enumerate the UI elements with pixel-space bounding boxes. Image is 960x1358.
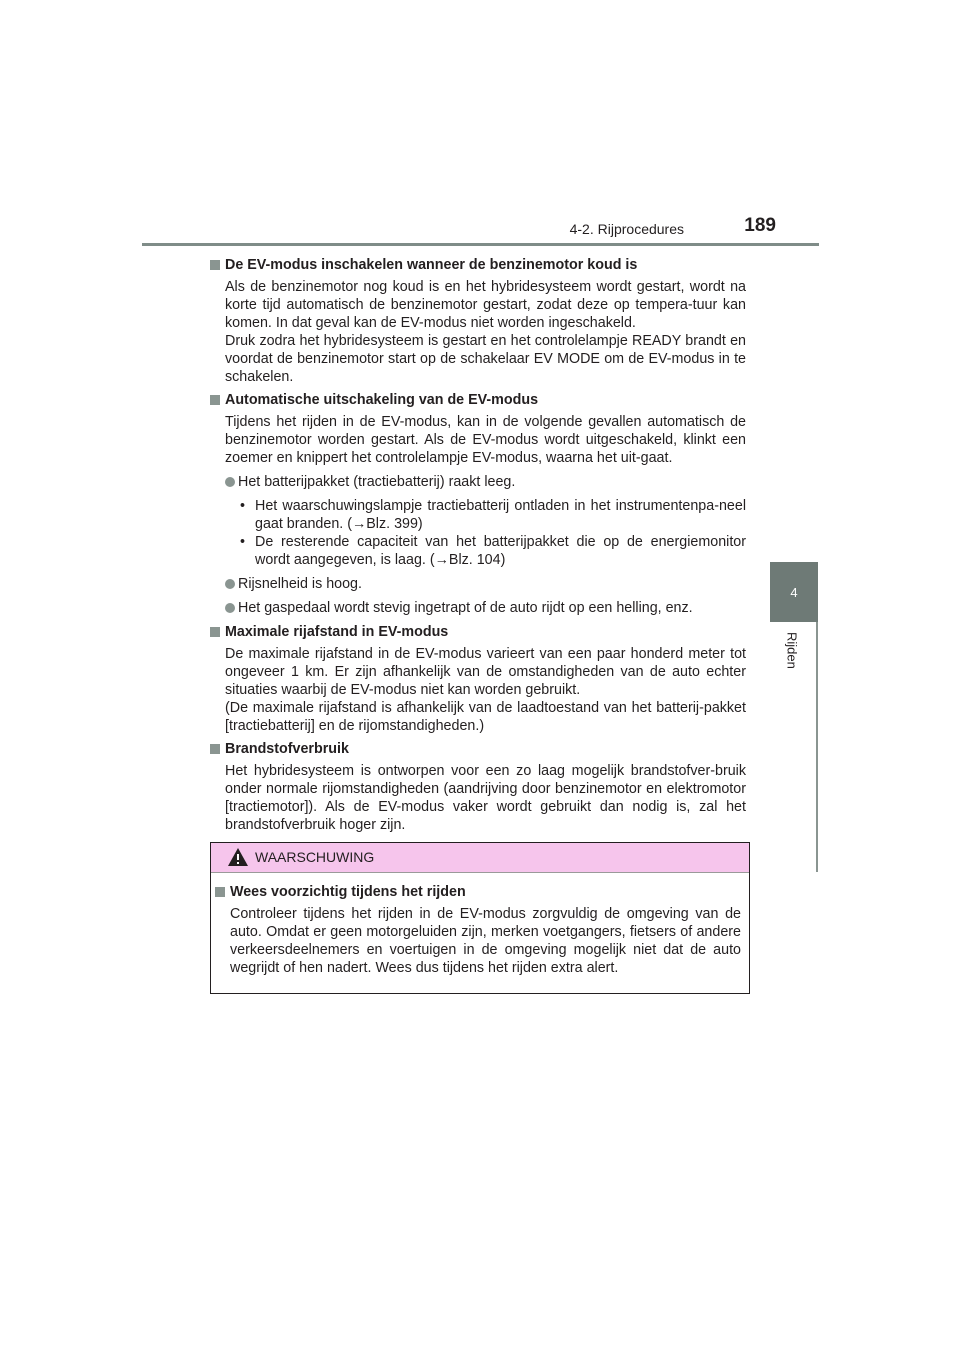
section-ev-cold-engine xyxy=(210,256,746,386)
circle-bullet-icon xyxy=(225,603,235,613)
paragraph: Druk zodra het hybridesysteem is gestart en het controlelampje READY brandt en voordat de benzinemotor start op de schakelaar EV MODE om de EV-modus in te schakelen. xyxy=(225,333,746,385)
section-fuel-consumption xyxy=(210,740,746,834)
section-title: Maximale rijafstand in EV-modus xyxy=(225,624,449,640)
page-number: 189 xyxy=(744,215,776,236)
paragraph: Als de benzinemotor nog koud is en het hybridesysteem wordt gestart, wordt na korte tijd automatisch de benzinemotor gestart, zodat deze op tempera-tuur kan komen. In dat geval kan de EV-modus niet worden ingeschakeld. xyxy=(225,279,746,331)
page-content xyxy=(210,256,746,839)
list-item-text: Het batterijpakket (tractiebatterij) raakt leeg. xyxy=(238,474,516,490)
list-item-text: Het gaspedaal wordt stevig ingetrapt of de auto rijdt op een helling, enz. xyxy=(238,600,693,616)
list-item xyxy=(225,599,746,617)
paragraph: Het hybridesysteem is ontworpen voor een zo laag mogelijk brandstofver-bruik onder normale rijomstandigheden (aandrijving door benzinemotor en elektromotor [tractiemotor]). Als de EV-modus vaker wordt gebruikt dan nodig is, zal het brandstofverbruik hoger zijn. xyxy=(225,763,746,833)
side-rule xyxy=(816,622,818,872)
chapter-number: 4 xyxy=(790,584,798,600)
list-item-text: Rijsnelheid is hoog. xyxy=(238,576,362,592)
square-bullet-icon xyxy=(210,260,220,270)
warning-box xyxy=(210,842,750,994)
sub-list-item xyxy=(238,497,746,533)
circle-bullet-icon xyxy=(225,579,235,589)
section-title: Brandstofverbruik xyxy=(225,741,349,757)
dot-bullet-icon: • xyxy=(240,534,246,550)
warning-title: Wees voorzichtig tijdens het rijden xyxy=(230,884,466,900)
chapter-tab[interactable] xyxy=(770,562,818,622)
list-item xyxy=(225,473,746,491)
section-ev-max-range xyxy=(210,623,746,735)
square-bullet-icon xyxy=(210,744,220,754)
square-bullet-icon xyxy=(210,395,220,405)
dot-bullet-icon: • xyxy=(240,498,246,514)
square-bullet-icon xyxy=(215,887,225,897)
header-section-title: 4-2. Rijprocedures xyxy=(569,221,684,237)
sub-list-item-text: Het waarschuwingslampje tractiebatterij ontladen in het instrumentenpa-neel gaat branden. (→Blz. 399) xyxy=(255,498,746,532)
list-item xyxy=(225,575,746,593)
sub-list-item xyxy=(238,533,746,569)
warning-text: Controleer tijdens het rijden in de EV-modus zorgvuldig de omgeving van de auto. Omdat er geen motorgeluiden zijn, merken voetgangers, fietsers of andere verkeersdeelnemers en voertuigen in de omgeving mogelijk niet dat de auto wegrijdt of hen nadert. Wees dus tijdens het rijden extra alert. xyxy=(230,906,741,976)
circle-bullet-icon xyxy=(225,477,235,487)
section-title: Automatische uitschakeling van de EV-modus xyxy=(225,392,539,408)
warning-triangle-icon xyxy=(227,847,249,867)
paragraph: De maximale rijafstand in de EV-modus varieert van een paar honderd meter tot ongeveer 1 km. Er zijn afhankelijk van de omstandigheden van de auto echter situaties waarbij de EV-modus niet kan worden gebruikt. xyxy=(225,646,746,698)
warning-body xyxy=(215,883,741,977)
paragraph: (De maximale rijafstand is afhankelijk van de laadtoestand van het batterij-pakket [tractiebatterij] en de rijomstandigheden.) xyxy=(225,700,746,734)
square-bullet-icon xyxy=(210,627,220,637)
paragraph: Tijdens het rijden in de EV-modus, kan in de volgende gevallen automatisch de benzinemotor worden gestart. Als de EV-modus wordt uitgeschakeld, klinkt een zoemer en knippert het controlelampje EV-modus, waarna het uit-gaat. xyxy=(225,414,746,466)
warning-heading: WAARSCHUWING xyxy=(255,849,375,865)
section-ev-auto-off xyxy=(210,391,746,617)
chapter-label: Rijden xyxy=(784,632,800,669)
section-title: De EV-modus inschakelen wanneer de benzinemotor koud is xyxy=(225,257,638,273)
sub-list-item-text: De resterende capaciteit van het batterijpakket die op de energiemonitor wordt aangegeven, is laag. (→Blz. 104) xyxy=(255,534,746,568)
warning-header xyxy=(211,843,749,873)
header-rule xyxy=(142,243,819,246)
